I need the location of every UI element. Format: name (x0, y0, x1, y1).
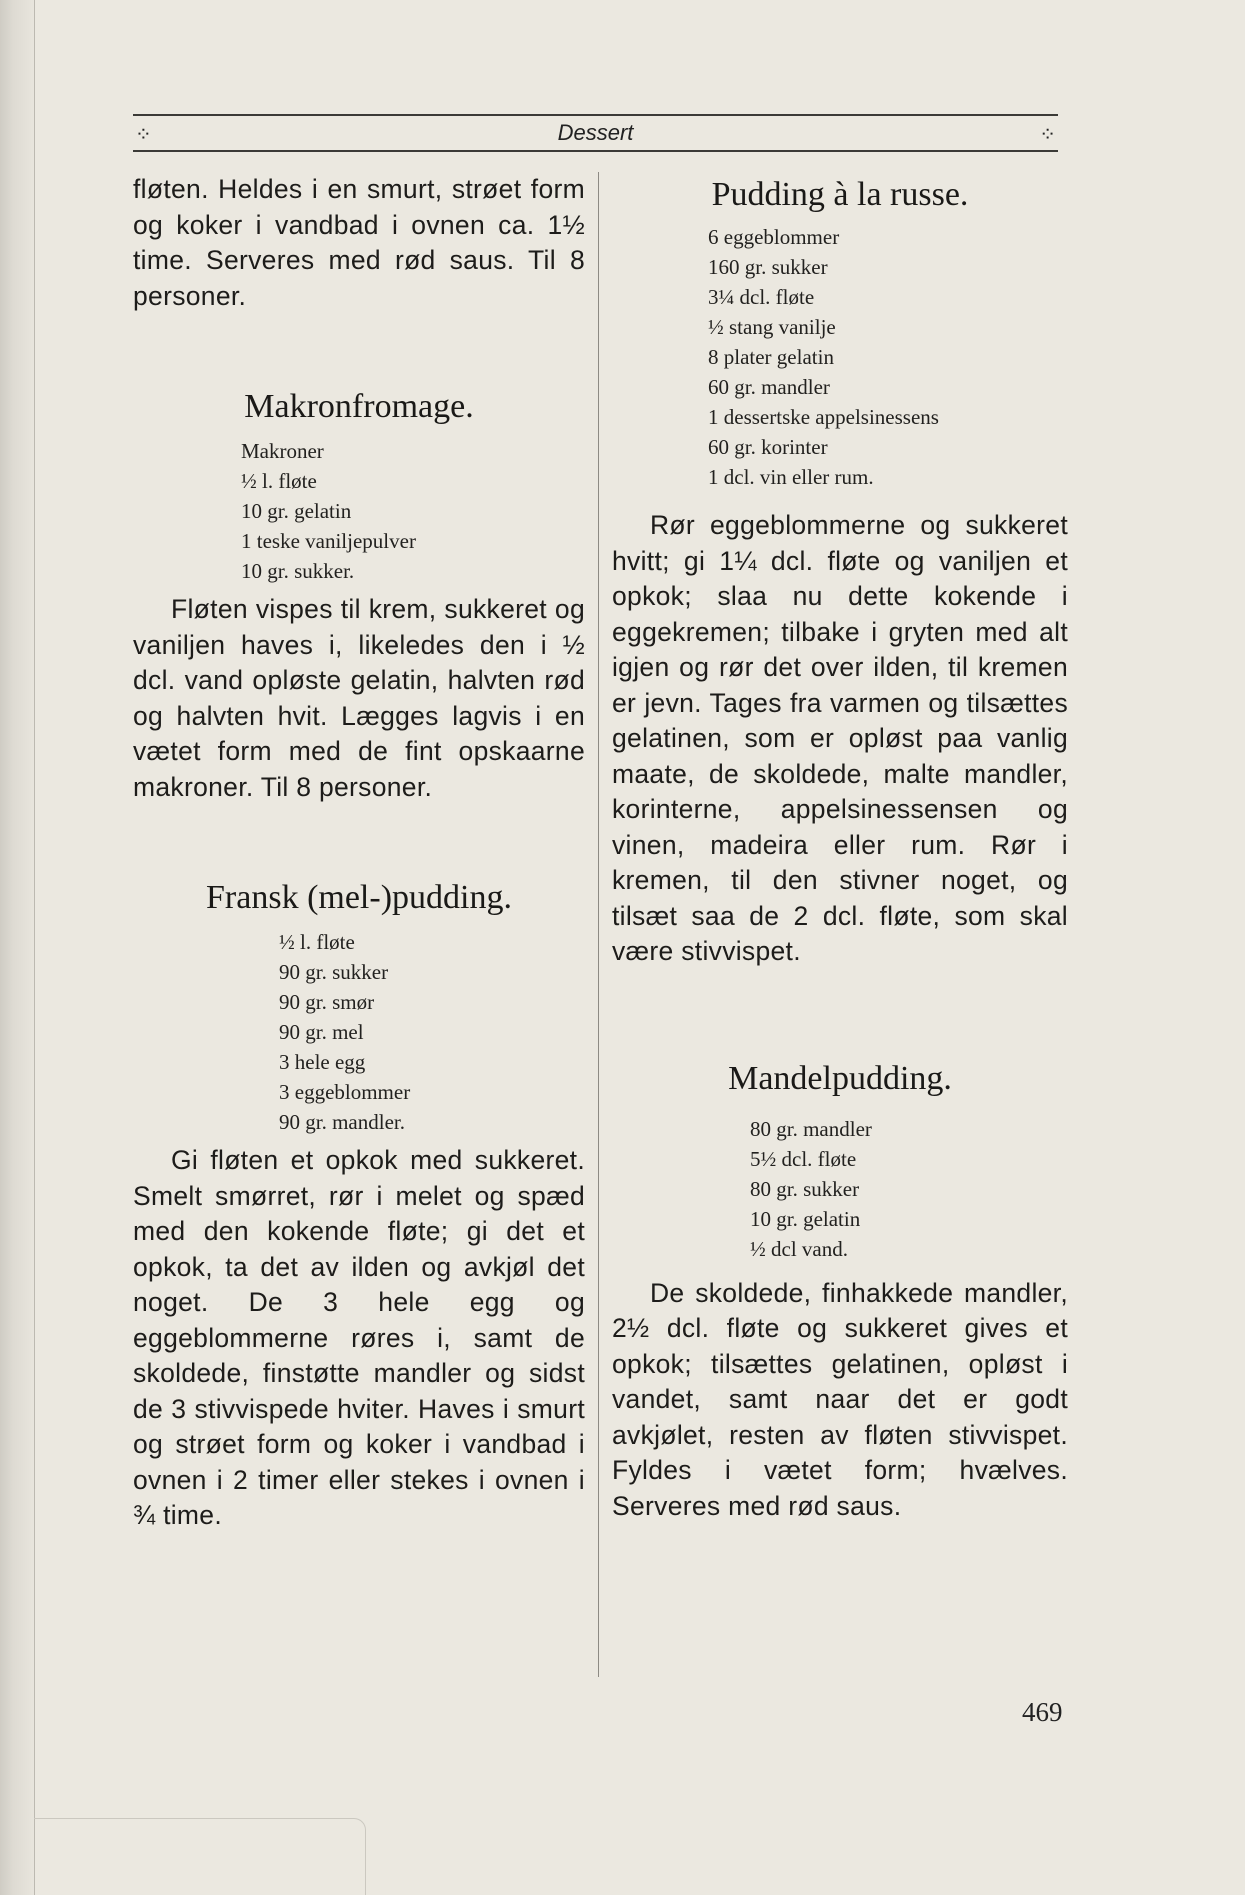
left-column (133, 172, 585, 1534)
ingredient: 80 gr. mandler (750, 1116, 872, 1141)
recipe-text-mandel: De skoldede, finhakkede mandler, 2½ dcl. fløte og sukkeret gives et opkok; tilsættes gelatinen, opløst i vandet, samt naar det er godt avkjølet, resten av fløten stivvispet. Fyldes i vætet form; hvælves. Serveres med rød saus. (612, 1277, 1068, 1521)
right-column (612, 172, 1068, 1524)
ingredient: ½ stang vanilje (708, 315, 836, 339)
ingredient-list-russe (708, 222, 1068, 492)
recipe-title-russe: Pudding à la russe. (711, 176, 969, 213)
ingredient: ½ dcl vand. (750, 1236, 848, 1261)
ingredient: 1 dcl. vin eller rum. (708, 465, 874, 489)
ingredient: 160 gr. sukker (708, 255, 828, 279)
book-gutter (0, 0, 35, 1895)
page-tab-edge (34, 1818, 366, 1895)
ingredient: 10 gr. sukker. (241, 559, 355, 583)
ingredient: 8 plater gelatin (708, 345, 834, 369)
ingredient: 3 hele egg (279, 1050, 366, 1074)
recipe-title-mandel: Mandelpudding. (728, 1059, 952, 1097)
ingredient: ½ l. fløte (241, 469, 317, 493)
ornament-icon: ⁘ (1039, 124, 1056, 146)
ingredient: 1 dessertske appelsinessens (708, 405, 939, 429)
continuation-text: fløten. Heldes i en smurt, strøet form og koker i vandbad i ovnen ca. 1½ time. Serveres med rød saus. Til 8 personer. (133, 174, 585, 311)
ingredient-list-mandel (750, 1114, 1068, 1264)
ingredient: 90 gr. mel (279, 1020, 364, 1044)
ingredient: 60 gr. korinter (708, 435, 828, 459)
ingredient: 6 eggeblommer (708, 225, 840, 249)
ingredient: 80 gr. sukker (750, 1176, 860, 1201)
page-number: 469 (1022, 1697, 1063, 1727)
ornament-icon: ⁘ (135, 124, 152, 146)
ingredient: 90 gr. sukker (279, 960, 389, 984)
ingredient-list-makronfromage (241, 436, 585, 586)
ingredient: 60 gr. mandler (708, 375, 830, 399)
ingredient: 3¼ dcl. fløte (708, 285, 815, 309)
ingredient: 10 gr. gelatin (750, 1206, 861, 1231)
ingredient: Makroner (241, 439, 324, 463)
ingredient: 1 teske vaniljepulver (241, 529, 416, 553)
header-title: Dessert (557, 120, 634, 145)
ingredient: 90 gr. smør (279, 990, 375, 1014)
running-header (133, 114, 1058, 152)
ingredient: 3 eggeblommer (279, 1080, 411, 1104)
recipe-text-makronfromage: Fløten vispes til krem, sukkeret og vaniljen haves i, likeledes den i ½ dcl. vand opløste gelatin, halvten rød og halvten hvit. Lægges lagvis i en vætet form med de fint opskaarne makroner. Til 8 personer. (133, 594, 585, 802)
recipe-title-fransk: Fransk (mel-)pudding. (206, 879, 512, 916)
ingredient-list-fransk (279, 927, 585, 1137)
ingredient: 10 gr. gelatin (241, 499, 352, 523)
column-divider (598, 172, 599, 1677)
ingredient: ½ l. fløte (279, 930, 355, 954)
recipe-text-russe: Rør eggeblommerne og sukkeret hvitt; gi 1¼ dcl. fløte og vaniljen et opkok; slaa nu dette kokende i eggekremen; tilbake i gryten med alt igjen og rør det over ilden, til kremen er jevn. Tages fra varmen og tilsættes gelatinen, som er opløst paa vanlig maate, de skoldede, malte mandler, korinterne, appelsinessensen og vinen, madeira eller rum. Rør i kremen, til den stivner noget, og tilsæt saa de 2 dcl. fløte, som skal være stivvispet. (612, 510, 1068, 966)
recipe-text-fransk: Gi fløten et opkok med sukkeret. Smelt smørret, rør i melet og spæd med den kokende fløte; gi det et opkok, ta det av ilden og avkjøl det noget. De 3 hele egg og eggeblommerne røres i, samt de skoldede, finstøtte mandler og sidst de 3 stivvispede hviter. Haves i smurt og strøet form og koker i vandbad i ovnen i 2 timer eller stekes i ovnen i ¾ time. (133, 1145, 585, 1530)
recipe-title-makronfromage: Makronfromage. (244, 388, 474, 425)
ingredient: 90 gr. mandler. (279, 1110, 405, 1134)
ingredient: 5½ dcl. fløte (750, 1146, 857, 1171)
